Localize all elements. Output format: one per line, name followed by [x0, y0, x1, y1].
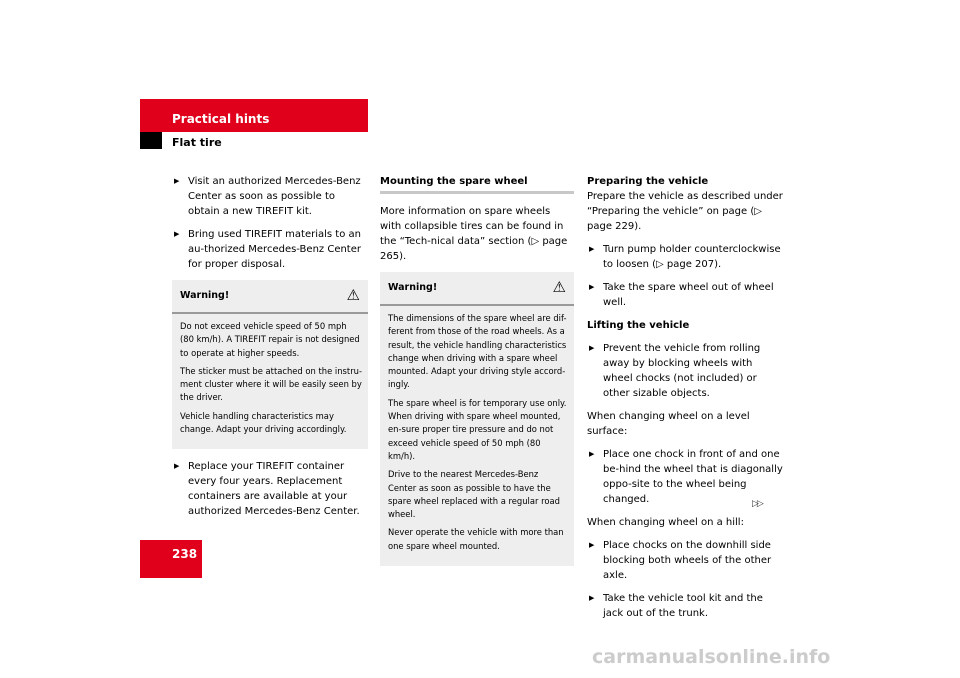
section-subtitle: Flat tire: [172, 136, 222, 149]
warning-label: Warning!: [388, 282, 438, 294]
bullet-item: ▶ Visit an authorized Mercedes-Benz Center as soon as possible to obtain a new TIREFIT kit.: [172, 174, 368, 219]
prep-paragraph: Prepare the vehicle as described under “Preparing the vehicle” on page (▷ page 229).: [587, 191, 783, 232]
warning-header: [380, 272, 574, 306]
warning-label: Warning!: [180, 290, 230, 302]
column-3: [587, 174, 785, 629]
warning-paragraph: The sticker must be attached on the instru-ment cluster where it will be easily seen by the driver.: [180, 365, 362, 403]
subheading-preparing: Preparing the vehicle: [587, 176, 709, 187]
warning-paragraph: Never operate the vehicle with more than one spare wheel mounted.: [388, 527, 564, 551]
warning-triangle-icon: ⚠: [552, 278, 566, 297]
bullet-item: ▶ Prevent the vehicle from rolling away by blocking wheels with wheel chocks (not included) or other sizable objects.: [587, 341, 785, 401]
intro-paragraph: More information on spare wheels with collapsible tires can be found in the “Tech-nical data” section (▷ page 265).: [380, 206, 568, 262]
header-tab: [140, 132, 162, 149]
section-heading: Mounting the spare wheel: [380, 174, 574, 194]
section-title: Practical hints: [172, 112, 270, 126]
warning-box: [172, 280, 368, 449]
warning-paragraph: Do not exceed vehicle speed of 50 mph (80 km/h). A TIREFIT repair is not designed to operate at higher speeds.: [180, 321, 360, 358]
bullet-item: ▶ Take the spare wheel out of wheel well.: [587, 280, 785, 310]
bullet-item: ▶ Bring used TIREFIT materials to an au-thorized Mercedes-Benz Center for proper disposal.: [172, 227, 368, 272]
warning-paragraph: The spare wheel is for temporary use only. When driving with spare wheel mounted, en-sure proper tire pressure and do not exceed vehicle speed of 50 mph (80 km/h).: [388, 397, 567, 461]
hill-paragraph: When changing wheel on a hill:: [587, 517, 744, 528]
bullet-item: ▶ Replace your TIREFIT container every four years. Replacement containers are available at your authorized Mercedes-Benz Center.: [172, 459, 368, 519]
warning-box: [380, 272, 574, 566]
warning-header: [172, 280, 368, 314]
bullet-item: ▶ Place chocks on the downhill side blocking both wheels of the other axle.: [587, 538, 785, 583]
footer-watermark: carmanualsonline.info: [592, 646, 831, 668]
bullet-item: ▶ Turn pump holder counterclockwise to loosen (▷ page 207).: [587, 242, 785, 272]
warning-triangle-icon: ⚠: [346, 286, 360, 305]
warning-paragraph: Drive to the nearest Mercedes-Benz Center as soon as possible to have the spare wheel replaced with a regular road wheel.: [388, 469, 560, 520]
warning-paragraph: Vehicle handling characteristics may change. Adapt your driving accordingly.: [180, 410, 347, 435]
continue-arrow-icon: ▷▷: [752, 499, 762, 509]
bullet-item: ▶ Take the vehicle tool kit and the jack out of the trunk.: [587, 591, 785, 621]
column-2: [380, 174, 574, 576]
bullet-item: ▶ Place one chock in front of and one be-hind the wheel that is diagonally oppo-site to the wheel being changed.: [587, 447, 785, 507]
level-paragraph: When changing wheel on a level surface:: [587, 411, 750, 437]
subheading-lifting: Lifting the vehicle: [587, 320, 690, 331]
page-number: 238: [172, 547, 198, 561]
column-1: [172, 174, 368, 527]
warning-paragraph: The dimensions of the spare wheel are dif-ferent from those of the road wheels. As a result, the vehicle handling characteristics change when driving with a spare wheel mounted. Adapt your driving style accord-ingly.: [388, 313, 567, 390]
